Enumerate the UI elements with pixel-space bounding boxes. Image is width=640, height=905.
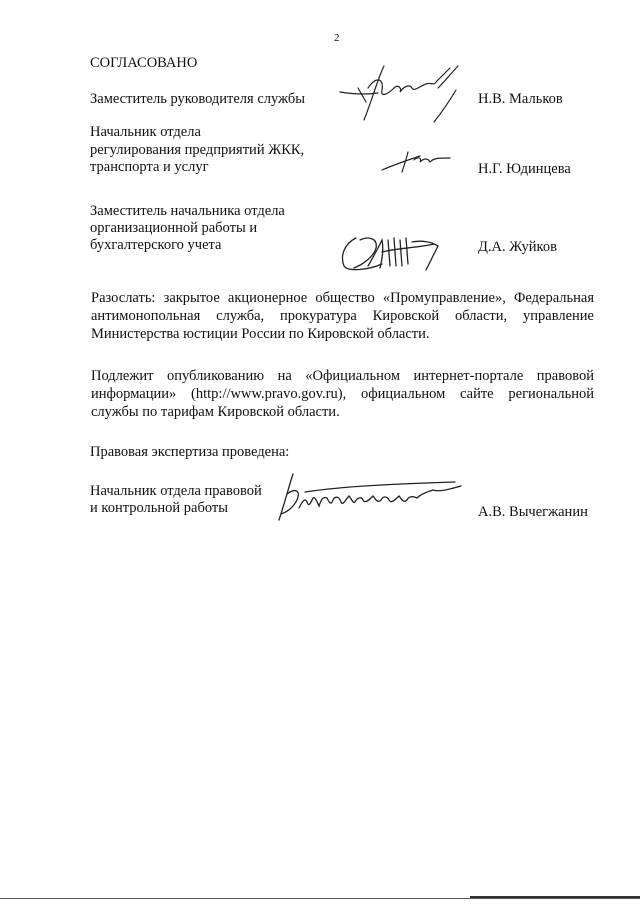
signature-malkov (338, 58, 478, 130)
legal-review-position-line: Начальник отдела правовой (90, 483, 262, 499)
page-number: 2 (334, 32, 340, 44)
approval-position-line: Заместитель руководителя службы (90, 91, 306, 107)
page-edge-line (0, 898, 640, 899)
approval-position-line: бухгалтерского учета (90, 237, 222, 253)
approval-position-line: организационной работы и (90, 220, 258, 236)
signature-yudintseva (378, 146, 458, 176)
approval-name: Н.В. Мальков (478, 91, 563, 107)
publication-paragraph: Подлежит опубликованию на «Официальном интернет-портале правовой информации» (http://www.pravo.gov.ru), официальном сайте региональной службы по тарифам Кировской области. (91, 368, 594, 420)
approval-name: Д.А. Жуйков (478, 239, 557, 255)
approval-position-line: транспорта и услуг (90, 159, 209, 175)
signature-vychegzhanin (265, 472, 465, 524)
signature-zhuykov (338, 226, 448, 276)
page-edge-mark (470, 896, 640, 898)
legal-review-heading: Правовая экспертиза проведена: (90, 444, 290, 460)
approval-position-line: Начальник отдела (90, 124, 201, 140)
approval-heading: СОГЛАСОВАНО (90, 55, 198, 71)
approval-name: Н.Г. Юдинцева (478, 161, 571, 177)
approval-position-line: регулирования предприятий ЖКК, (90, 142, 305, 158)
legal-review-name: А.В. Вычегжанин (478, 504, 588, 520)
distribution-paragraph: Разослать: закрытое акционерное общество «Промуправление», Федеральная антимонопольная служба, прокуратура Кировской области, управление Министерства юстиции России по Кировской области. (91, 290, 594, 342)
approval-position-line: Заместитель начальника отдела (90, 203, 285, 219)
legal-review-position-line: и контрольной работы (90, 500, 228, 516)
